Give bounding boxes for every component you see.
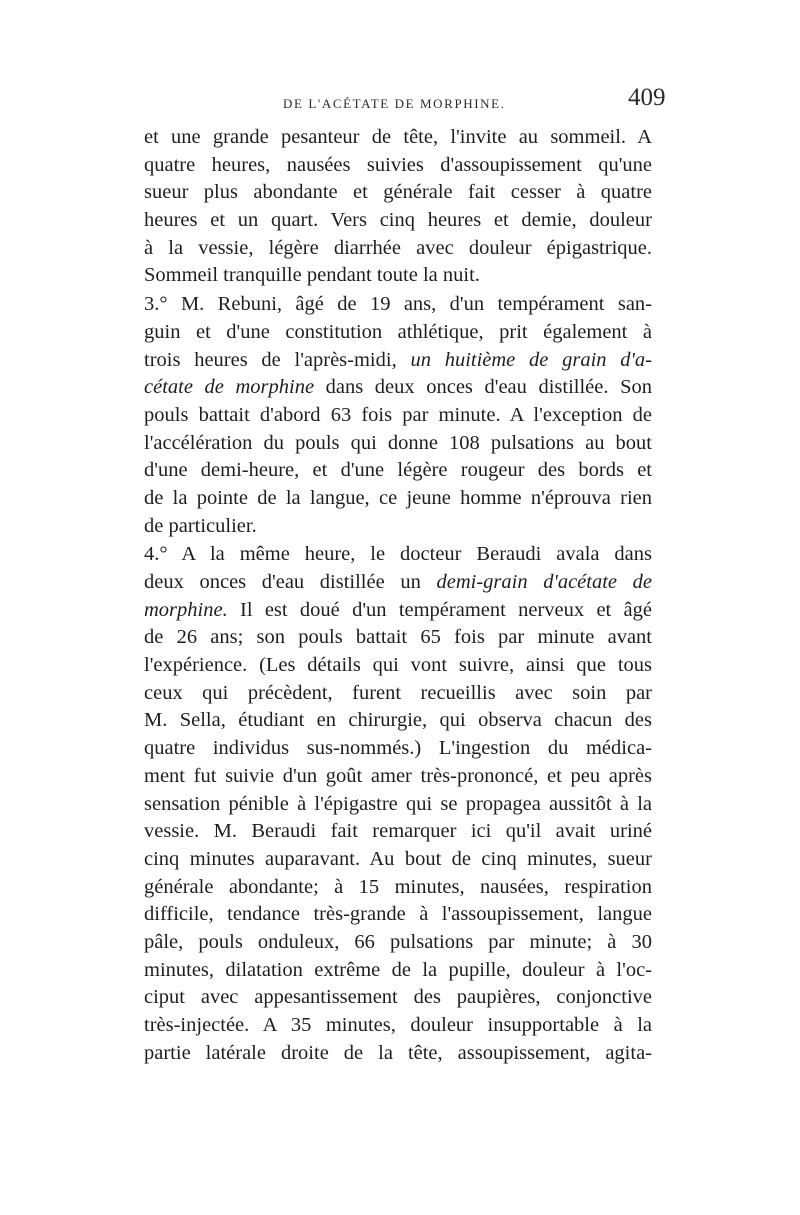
text-line [144,291,652,319]
italic-text: demi-grain d'acétate de [436,571,652,593]
text-line [144,179,652,207]
line-text: guin et d'une constitution athlétique, prit également à [144,320,652,343]
line-text: ceux qui précèdent, furent recueillis avec soin par [144,681,652,704]
line-text: de 26 ans; son pouls battait 65 fois par minute avant [144,626,652,649]
line-text: 4.° A la même heure, le docteur Beraudi avala dans [144,543,652,566]
text-line [144,347,652,375]
line-text: d'une demi-heure, et d'une légère rougeur des bords et [144,459,652,482]
line-text: ciput avec appesantissement des paupières, conjonctive [144,986,652,1009]
text-line [144,818,652,846]
text-line [144,874,652,902]
text-line [144,957,652,985]
italic-text: morphine. [144,598,228,621]
text-line [144,485,652,513]
line-text: vessie. M. Beraudi fait remarquer ici qu'il avait uriné [144,820,652,843]
text-line [144,235,652,263]
text-line [144,541,652,569]
text-line [144,652,652,680]
text-line [144,984,652,1012]
text-line [144,735,652,763]
text-line [144,624,652,652]
line-text: minutes, dilatation extrême de la pupille, douleur à l'oc- [144,958,652,981]
page-number: 409 [628,84,666,111]
italic-text: un huitième de grain d'a- [410,348,652,371]
text-line [144,929,652,957]
line-text: trois heures de l'après-midi, [144,348,411,371]
text-line [144,457,652,485]
text-line [144,319,652,347]
text-line [144,901,652,929]
text-line [144,124,652,152]
text-line [144,791,652,819]
line-text: cinq minutes auparavant. Au bout de cinq minutes, sueur [144,847,652,870]
line-text: Il est doué d'un tempérament nerveux et âgé [227,598,652,621]
line-text: 3.° M. Rebuni, âgé de 19 ans, d'un tempérament san- [144,293,652,316]
line-text: partie latérale droite de la tête, assoupissement, agita- [144,1041,652,1064]
line-text: sueur plus abondante et générale fait cesser à quatre [144,181,652,204]
line-text: pâle, pouls onduleux, 66 pulsations par minute; à 30 [144,930,652,953]
text-line [144,597,652,625]
text-line [144,569,652,597]
text-line [144,374,652,402]
line-text: quatre individus sus-nommés.) L'ingestion du médica- [144,737,652,760]
line-text: à la vessie, légère diarrhée avec douleur épigastrique. [144,236,652,259]
text-line [144,846,652,874]
text-line [144,152,652,180]
line-text: l'accélération du pouls qui donne 108 pulsations au bout [144,431,652,454]
line-text: et une grande pesanteur de tête, l'invite au sommeil. A [144,126,652,148]
line-text: générale abondante; à 15 minutes, nausées, respiration [144,875,652,898]
line-text: ment fut suivie d'un goût amer très-prononcé, et peu après [144,764,652,787]
line-text: deux onces d'eau distillée un [144,571,437,593]
text-line [144,1012,652,1040]
text-line [144,513,652,541]
line-text: heures et un quart. Vers cinq heures et demie, douleur [144,209,652,232]
text-line [144,707,652,735]
body-text [144,124,652,1067]
line-text: quatre heures, nausées suivies d'assoupissement qu'une [144,153,652,176]
text-line [144,680,652,708]
text-line [144,430,652,458]
text-line [144,763,652,791]
line-text: l'expérience. (Les détails qui vont suivre, ainsi que tous [144,654,652,677]
text-line [144,402,652,430]
line-text: très-injectée. A 35 minutes, douleur insupportable à la [144,1014,652,1036]
line-text: dans deux onces d'eau distillée. Son [314,376,652,399]
line-text: Sommeil tranquille pendant toute la nuit. [144,264,480,287]
line-text: pouls battait d'abord 63 fois par minute. A l'exception de [144,403,652,426]
line-text: difficile, tendance très-grande à l'assoupissement, langue [144,903,652,926]
line-text: sensation pénible à l'épigastre qui se propagea aussitôt à la [144,792,652,815]
text-line [144,207,652,235]
line-text: de particulier. [144,514,257,537]
text-line [144,262,652,290]
italic-text: cétate de morphine [144,376,315,399]
text-line [144,1040,652,1068]
line-text: de la pointe de la langue, ce jeune homme n'éprouva rien [144,486,652,509]
line-text: M. Sella, étudiant en chirurgie, qui observa chacun des [144,709,652,732]
running-title: DE L'ACÉTATE DE MORPHINE. [283,96,506,111]
